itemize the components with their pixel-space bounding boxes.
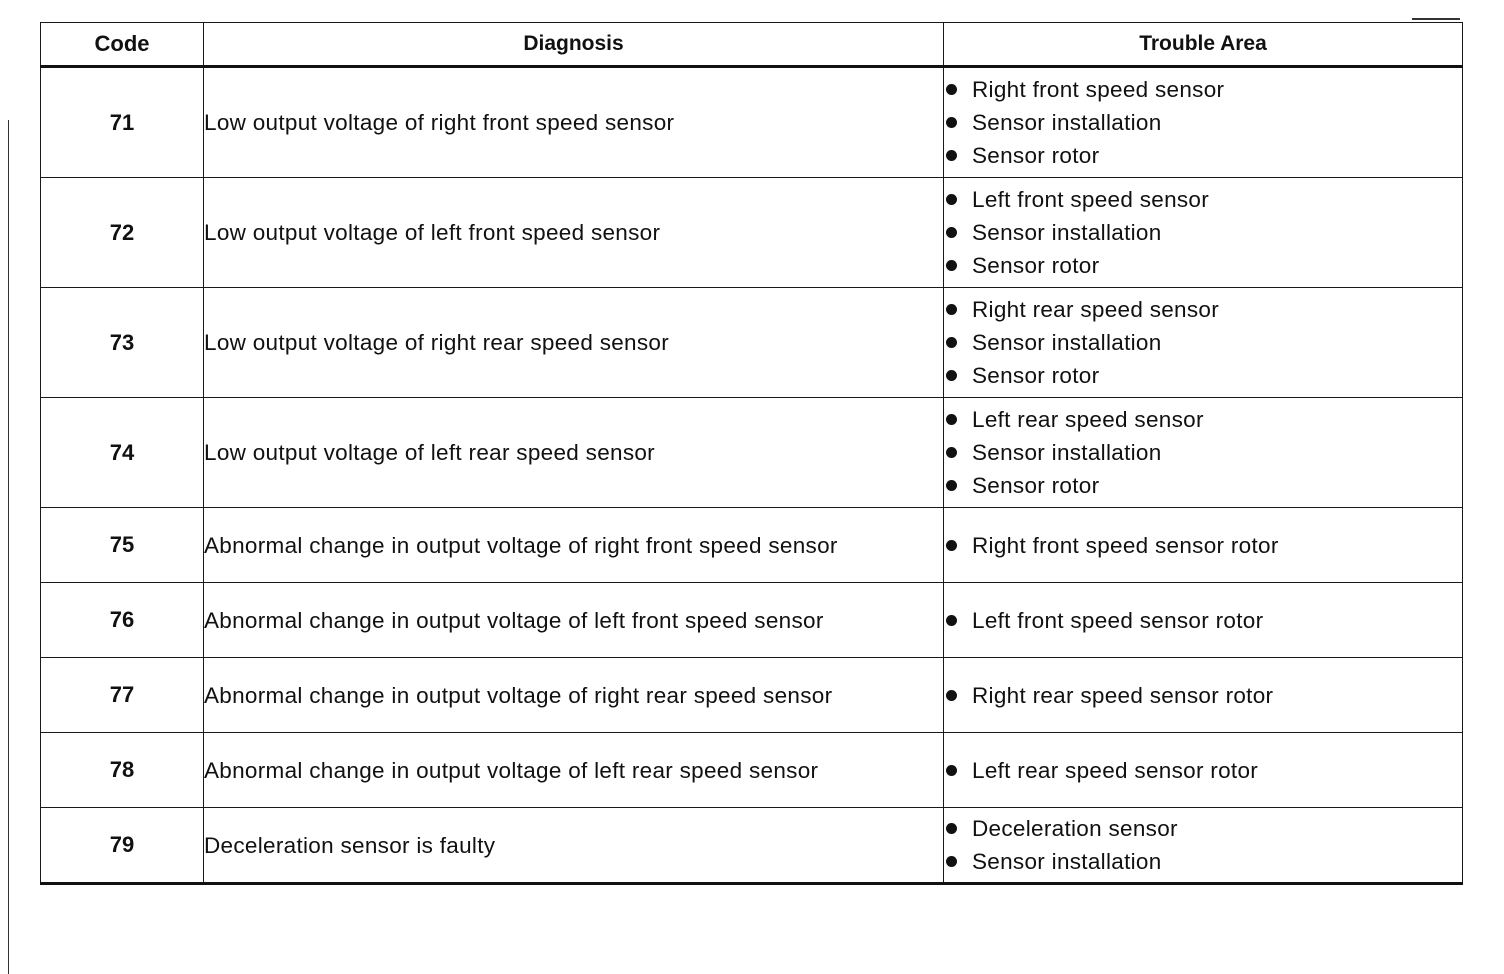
cell-trouble-area bbox=[944, 733, 1463, 808]
bullet-icon bbox=[946, 194, 957, 205]
bullet-icon bbox=[946, 823, 957, 834]
trouble-area-text: Right front speed sensor rotor bbox=[972, 532, 1279, 558]
cell-trouble-area bbox=[944, 808, 1463, 884]
cell-code: 79 bbox=[41, 808, 204, 884]
trouble-area-item bbox=[944, 469, 1462, 502]
trouble-area-text: Left rear speed sensor rotor bbox=[972, 757, 1259, 783]
trouble-area-text: Left front speed sensor rotor bbox=[972, 607, 1264, 633]
trouble-area-text: Sensor installation bbox=[972, 849, 1162, 874]
table-row bbox=[41, 508, 1463, 583]
cell-trouble-area bbox=[944, 583, 1463, 658]
bullet-icon bbox=[946, 765, 957, 776]
trouble-area-text: Sensor installation bbox=[972, 440, 1162, 465]
bullet-icon bbox=[946, 480, 957, 491]
trouble-area-text: Left front speed sensor bbox=[972, 187, 1210, 212]
cell-diagnosis: Abnormal change in output voltage of right rear speed sensor bbox=[204, 658, 944, 733]
trouble-area-text: Sensor installation bbox=[972, 330, 1162, 355]
trouble-area-item bbox=[944, 183, 1462, 216]
bullet-icon bbox=[946, 227, 957, 238]
cell-trouble-area bbox=[944, 658, 1463, 733]
trouble-area-item bbox=[944, 73, 1462, 106]
trouble-area-item bbox=[944, 139, 1462, 172]
trouble-area-list bbox=[944, 812, 1462, 878]
cell-diagnosis: Deceleration sensor is faulty bbox=[204, 808, 944, 884]
trouble-area-item bbox=[944, 293, 1462, 326]
bullet-icon bbox=[946, 690, 957, 701]
cell-trouble-area bbox=[944, 508, 1463, 583]
header-trouble-area: Trouble Area bbox=[944, 23, 1463, 67]
cell-code: 71 bbox=[41, 67, 204, 178]
bullet-icon bbox=[946, 150, 957, 161]
trouble-area-item bbox=[944, 359, 1462, 392]
trouble-area-list bbox=[944, 73, 1462, 172]
bullet-icon bbox=[946, 414, 957, 425]
trouble-area-text: Right rear speed sensor rotor bbox=[972, 682, 1274, 708]
trouble-area-list bbox=[944, 293, 1462, 392]
cell-diagnosis: Abnormal change in output voltage of left rear speed sensor bbox=[204, 733, 944, 808]
bullet-icon bbox=[946, 856, 957, 867]
cell-code: 75 bbox=[41, 508, 204, 583]
trouble-area-text: Sensor rotor bbox=[972, 363, 1100, 388]
header-row bbox=[41, 23, 1463, 67]
trouble-area-list bbox=[944, 679, 1462, 712]
table-row bbox=[41, 67, 1463, 178]
cell-diagnosis: Low output voltage of left front speed sensor bbox=[204, 178, 944, 288]
trouble-area-item bbox=[944, 845, 1462, 878]
table-row bbox=[41, 658, 1463, 733]
trouble-area-text: Right front speed sensor bbox=[972, 77, 1225, 102]
trouble-area-list bbox=[944, 183, 1462, 282]
bullet-icon bbox=[946, 304, 957, 315]
table-row bbox=[41, 288, 1463, 398]
trouble-area-item bbox=[944, 529, 1462, 562]
cell-diagnosis: Low output voltage of right front speed sensor bbox=[204, 67, 944, 178]
page-top-edge-rule bbox=[1412, 18, 1460, 20]
trouble-area-item bbox=[944, 436, 1462, 469]
trouble-area-item bbox=[944, 216, 1462, 249]
cell-code: 74 bbox=[41, 398, 204, 508]
header-code: Code bbox=[41, 23, 204, 67]
cell-trouble-area bbox=[944, 398, 1463, 508]
trouble-area-text: Left rear speed sensor bbox=[972, 407, 1204, 432]
trouble-area-list bbox=[944, 604, 1462, 637]
diagnostic-code-table bbox=[40, 22, 1463, 885]
bullet-icon bbox=[946, 84, 957, 95]
cell-trouble-area bbox=[944, 67, 1463, 178]
trouble-area-item bbox=[944, 403, 1462, 436]
table-row bbox=[41, 178, 1463, 288]
trouble-area-item bbox=[944, 679, 1462, 712]
table-row bbox=[41, 398, 1463, 508]
cell-code: 77 bbox=[41, 658, 204, 733]
cell-diagnosis: Low output voltage of left rear speed sensor bbox=[204, 398, 944, 508]
trouble-area-item bbox=[944, 106, 1462, 139]
bullet-icon bbox=[946, 370, 957, 381]
trouble-area-list bbox=[944, 403, 1462, 502]
cell-trouble-area bbox=[944, 178, 1463, 288]
trouble-area-item bbox=[944, 812, 1462, 845]
cell-code: 76 bbox=[41, 583, 204, 658]
cell-code: 78 bbox=[41, 733, 204, 808]
bullet-icon bbox=[946, 447, 957, 458]
trouble-area-item bbox=[944, 326, 1462, 359]
trouble-area-text: Right rear speed sensor bbox=[972, 297, 1220, 322]
cell-code: 72 bbox=[41, 178, 204, 288]
trouble-area-item bbox=[944, 604, 1462, 637]
page-left-edge-rule bbox=[8, 120, 9, 974]
trouble-area-item bbox=[944, 754, 1462, 787]
cell-trouble-area bbox=[944, 288, 1463, 398]
cell-diagnosis: Abnormal change in output voltage of left front speed sensor bbox=[204, 583, 944, 658]
bullet-icon bbox=[946, 615, 957, 626]
trouble-area-text: Sensor rotor bbox=[972, 473, 1100, 498]
trouble-area-list bbox=[944, 529, 1462, 562]
trouble-area-text: Sensor installation bbox=[972, 110, 1162, 135]
trouble-area-list bbox=[944, 754, 1462, 787]
table-body bbox=[41, 67, 1463, 884]
cell-diagnosis: Abnormal change in output voltage of right front speed sensor bbox=[204, 508, 944, 583]
trouble-area-text: Sensor rotor bbox=[972, 143, 1100, 168]
table-row bbox=[41, 733, 1463, 808]
table-row bbox=[41, 808, 1463, 884]
trouble-area-text: Deceleration sensor bbox=[972, 816, 1178, 841]
bullet-icon bbox=[946, 260, 957, 271]
table-row bbox=[41, 583, 1463, 658]
trouble-area-text: Sensor rotor bbox=[972, 253, 1100, 278]
table-header bbox=[41, 23, 1463, 67]
trouble-area-item bbox=[944, 249, 1462, 282]
cell-code: 73 bbox=[41, 288, 204, 398]
cell-diagnosis: Low output voltage of right rear speed sensor bbox=[204, 288, 944, 398]
header-diagnosis: Diagnosis bbox=[204, 23, 944, 67]
bullet-icon bbox=[946, 337, 957, 348]
bullet-icon bbox=[946, 117, 957, 128]
trouble-area-text: Sensor installation bbox=[972, 220, 1162, 245]
bullet-icon bbox=[946, 540, 957, 551]
